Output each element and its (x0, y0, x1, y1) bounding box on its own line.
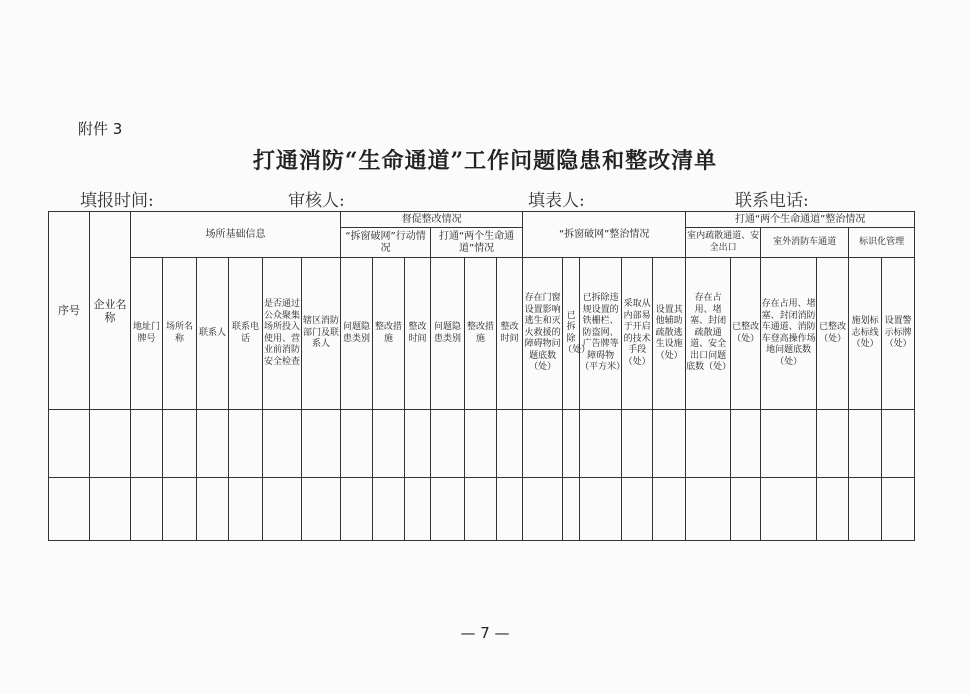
filler-label: 填表人: (528, 191, 585, 211)
table-cell[interactable] (90, 478, 131, 541)
col-outdoor-problems: 存在占用、堵塞、封闭消防车通道、消防车登高操作场地问题底数（处） (761, 258, 817, 410)
table-cell[interactable] (580, 410, 622, 478)
attachment-label: 附件 3 (78, 120, 123, 138)
table-cell[interactable] (131, 478, 163, 541)
table-cell[interactable] (580, 478, 622, 541)
col-measures-1: 整改措施 (373, 258, 405, 410)
header-outdoor-channel: 室外消防车通道 (761, 228, 849, 258)
header-indoor-channel: 室内疏散通道、安全出口 (686, 228, 761, 258)
col-time-1: 整改时间 (405, 258, 431, 410)
fill-time-label: 填报时间: (80, 191, 154, 211)
table-row (49, 410, 915, 478)
col-hazard-type-2: 问题隐患类别 (431, 258, 465, 410)
col-hazard-type-1: 问题隐患类别 (341, 258, 373, 410)
header-window-action: “拆窗破网”行动情况 (341, 228, 431, 258)
table-cell[interactable] (817, 410, 849, 478)
table-row (49, 478, 915, 541)
header-seq: 序号 (49, 212, 90, 410)
header-window-rectify: “拆窗破网”整治情况 (523, 212, 686, 258)
table-cell[interactable] (431, 410, 465, 478)
table-cell[interactable] (302, 410, 341, 478)
table-cell[interactable] (263, 478, 302, 541)
table-cell[interactable] (263, 410, 302, 478)
col-venue-name: 场所名称 (163, 258, 197, 410)
table-cell[interactable] (163, 410, 197, 478)
col-contact: 联系人 (197, 258, 229, 410)
col-internal-open: 采取从内部易于开启的技术手段（处） (622, 258, 653, 410)
table-cell[interactable] (882, 410, 915, 478)
table-cell[interactable] (731, 478, 761, 541)
table-cell[interactable] (341, 478, 373, 541)
col-illegal-removed: 已拆除违规设置的铁栅栏、防盗网、广告牌等障碍物（平方米） (580, 258, 622, 410)
col-address: 地址门牌号 (131, 258, 163, 410)
page-number: — 7 — (460, 624, 510, 642)
col-outdoor-fixed: 已整改（处） (817, 258, 849, 410)
table-cell[interactable] (849, 478, 882, 541)
header-venue-basic: 场所基础信息 (131, 212, 341, 258)
col-aux-facility: 设置其他辅助疏散逃生设施（处） (653, 258, 686, 410)
table-cell[interactable] (229, 410, 263, 478)
col-contact-phone: 联系电话 (229, 258, 263, 410)
col-removed: 已拆除（处） (563, 258, 580, 410)
table-cell[interactable] (341, 410, 373, 478)
phone-label: 联系电话: (735, 191, 809, 211)
table-cell[interactable] (563, 478, 580, 541)
table-cell[interactable] (523, 478, 563, 541)
table-cell[interactable] (431, 478, 465, 541)
table-cell[interactable] (465, 478, 497, 541)
table-cell[interactable] (373, 410, 405, 478)
header-channels-rectify: 打通“两个生命通道”整治情况 (686, 212, 915, 228)
table-cell[interactable] (761, 410, 817, 478)
table-cell[interactable] (49, 478, 90, 541)
table-cell[interactable] (653, 410, 686, 478)
table-cell[interactable] (229, 478, 263, 541)
col-measures-2: 整改措施 (465, 258, 497, 410)
table-cell[interactable] (686, 478, 731, 541)
table-cell[interactable] (49, 410, 90, 478)
col-indoor-problems: 存在占用、堵塞、封闭疏散通道、安全出口问题底数（处） (686, 258, 731, 410)
table-cell[interactable] (731, 410, 761, 478)
table-cell[interactable] (817, 478, 849, 541)
reviewer-label: 审核人: (288, 191, 345, 211)
table-cell[interactable] (197, 478, 229, 541)
rectification-table (48, 211, 915, 541)
header-two-channels: 打通“两个生命通道”情况 (431, 228, 523, 258)
col-window-obstacles: 存在门窗设置影响逃生和灭火救援的障碍物问题底数（处） (523, 258, 563, 410)
table-cell[interactable] (761, 478, 817, 541)
table-cell[interactable] (405, 478, 431, 541)
col-police: 辖区消防部门及联系人 (302, 258, 341, 410)
table-cell[interactable] (882, 478, 915, 541)
header-supervise: 督促整改情况 (341, 212, 523, 228)
table-cell[interactable] (163, 478, 197, 541)
table-cell[interactable] (405, 410, 431, 478)
col-indoor-fixed: 已整改（处） (731, 258, 761, 410)
table-cell[interactable] (497, 410, 523, 478)
col-warning-signs: 设置警示标牌（处） (882, 258, 915, 410)
col-inspection: 是否通过公众聚集场所投入使用、营业前消防安全检查 (263, 258, 302, 410)
table-cell[interactable] (622, 410, 653, 478)
table-cell[interactable] (131, 410, 163, 478)
table-cell[interactable] (302, 478, 341, 541)
table-cell[interactable] (686, 410, 731, 478)
header-enterprise: 企业名称 (90, 212, 131, 410)
header-marking: 标识化管理 (849, 228, 915, 258)
table-cell[interactable] (523, 410, 563, 478)
table-cell[interactable] (563, 410, 580, 478)
table-cell[interactable] (653, 478, 686, 541)
table-cell[interactable] (622, 478, 653, 541)
table-cell[interactable] (849, 410, 882, 478)
document-title: 打通消防“生命通道”工作问题隐患和整改清单 (252, 148, 718, 174)
table-cell[interactable] (197, 410, 229, 478)
table-cell[interactable] (90, 410, 131, 478)
table-cell[interactable] (373, 478, 405, 541)
table-cell[interactable] (497, 478, 523, 541)
table-cell[interactable] (465, 410, 497, 478)
col-mark-lines: 施划标志标线（处） (849, 258, 882, 410)
col-time-2: 整改时间 (497, 258, 523, 410)
